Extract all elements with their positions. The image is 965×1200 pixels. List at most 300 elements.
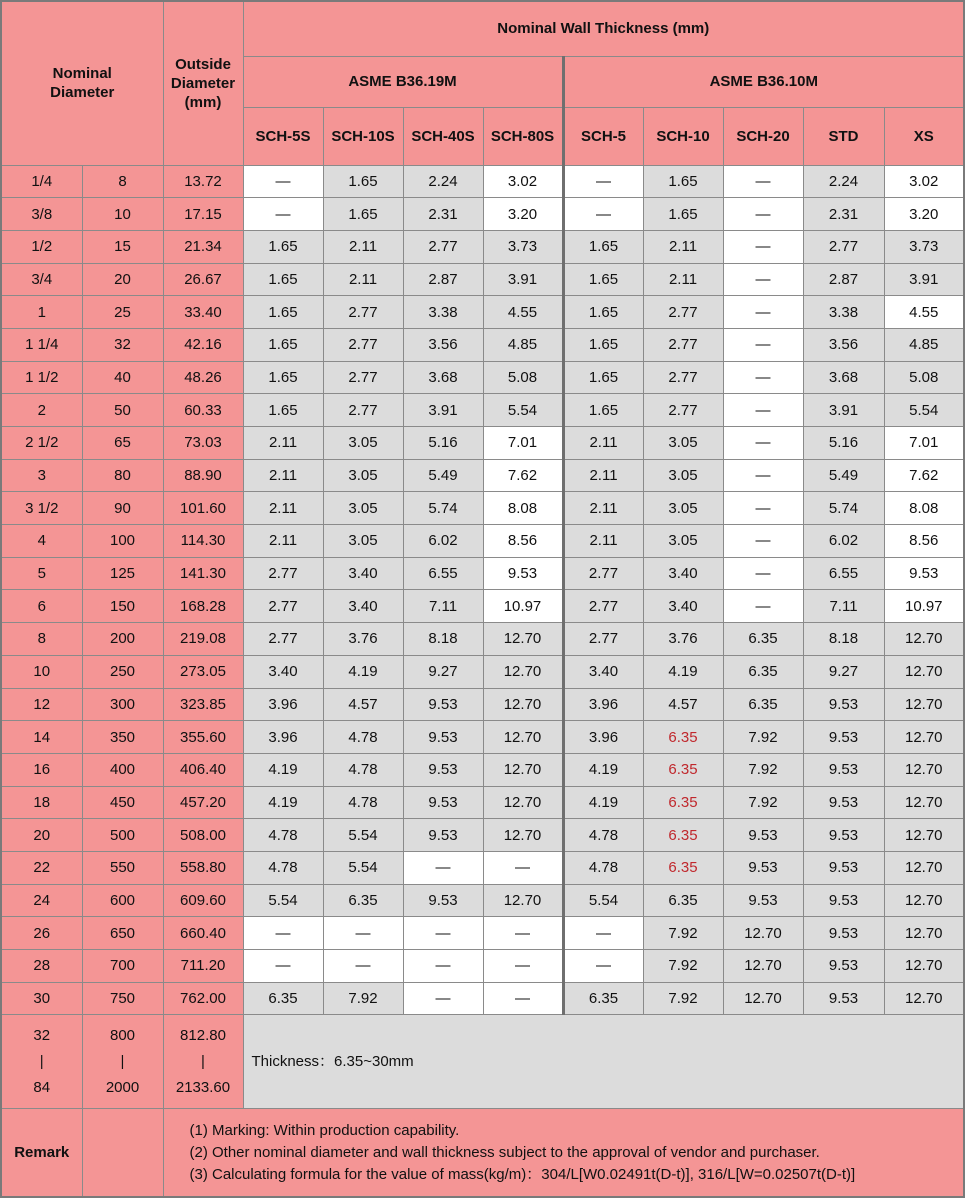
thickness-cell: 3.73 — [884, 230, 964, 263]
thickness-cell: 7.62 — [884, 459, 964, 492]
schedule-column-header: SCH-10 — [643, 107, 723, 165]
schedule-column-header: SCH-5S — [243, 107, 323, 165]
thickness-cell: 7.62 — [483, 459, 563, 492]
nps-from: 32 — [33, 1026, 51, 1044]
nps-cell: 1/4 — [1, 165, 82, 198]
dn-cell: 15 — [82, 230, 163, 263]
thickness-cell: 2.77 — [563, 590, 643, 623]
thickness-cell: 8.08 — [884, 492, 964, 525]
od-cell: 26.67 — [163, 263, 243, 296]
thickness-cell: 5.54 — [323, 851, 403, 884]
thickness-cell: 8.08 — [483, 492, 563, 525]
remark-row — [1, 1109, 964, 1197]
thickness-cell: 3.05 — [643, 492, 723, 525]
thickness-cell: 1.65 — [563, 263, 643, 296]
thickness-cell: 9.53 — [403, 753, 483, 786]
nps-range-cell — [1, 1015, 82, 1109]
thickness-cell: 3.56 — [403, 328, 483, 361]
table-row — [1, 165, 964, 198]
thickness-cell: 5.08 — [884, 361, 964, 394]
dn-cell: 750 — [82, 982, 163, 1015]
thickness-cell: 12.70 — [884, 851, 964, 884]
od-to: 2133.60 — [175, 1078, 231, 1096]
thickness-cell: 7.11 — [803, 590, 884, 623]
thickness-cell: 3.40 — [323, 590, 403, 623]
thickness-cell: 3.91 — [403, 394, 483, 427]
dn-cell: 32 — [82, 328, 163, 361]
nps-cell: 1/2 — [1, 230, 82, 263]
thickness-cell: 2.11 — [243, 427, 323, 460]
thickness-cell: 12.70 — [884, 753, 964, 786]
thickness-cell: 7.92 — [643, 982, 723, 1015]
thickness-cell: — — [723, 361, 803, 394]
thickness-cell: 2.77 — [643, 394, 723, 427]
table-row — [1, 296, 964, 329]
nps-cell: 6 — [1, 590, 82, 623]
schedule-column-header: XS — [884, 107, 964, 165]
thickness-cell: 1.65 — [243, 263, 323, 296]
table-row — [1, 623, 964, 656]
thickness-cell: 9.53 — [803, 982, 884, 1015]
thickness-cell: — — [723, 427, 803, 460]
table-row — [1, 492, 964, 525]
thickness-cell: 9.53 — [723, 819, 803, 852]
thickness-cell: 3.02 — [884, 165, 964, 198]
thickness-cell: 2.77 — [243, 590, 323, 623]
thickness-cell: 2.77 — [563, 623, 643, 656]
od-cell: 13.72 — [163, 165, 243, 198]
thickness-cell: 1.65 — [563, 230, 643, 263]
thickness-cell: 5.49 — [803, 459, 884, 492]
od-from: 812.80 — [180, 1026, 226, 1044]
thickness-cell: 1.65 — [563, 296, 643, 329]
od-cell: 48.26 — [163, 361, 243, 394]
thickness-cell: 3.38 — [803, 296, 884, 329]
table-row — [1, 557, 964, 590]
thickness-cell: 6.35 — [723, 623, 803, 656]
thickness-cell: 1.65 — [323, 198, 403, 231]
thickness-cell: 7.92 — [323, 982, 403, 1015]
nps-cell: 3 1/2 — [1, 492, 82, 525]
od-cell: 21.34 — [163, 230, 243, 263]
outside-diameter-header: Outside Diameter (mm) — [163, 1, 243, 165]
od-cell: 323.85 — [163, 688, 243, 721]
table-row — [1, 819, 964, 852]
nominal-wall-thickness-header: Nominal Wall Thickness (mm) — [243, 1, 964, 56]
thickness-cell: 2.77 — [643, 296, 723, 329]
dn-cell: 500 — [82, 819, 163, 852]
thickness-cell: 9.53 — [884, 557, 964, 590]
od-cell: 609.60 — [163, 884, 243, 917]
thickness-cell: — — [243, 165, 323, 198]
thickness-cell: 12.70 — [884, 917, 964, 950]
thickness-cell: 3.05 — [323, 427, 403, 460]
dn-cell: 700 — [82, 950, 163, 983]
thickness-cell: 3.96 — [563, 688, 643, 721]
thickness-cell: — — [723, 394, 803, 427]
od-cell: 457.20 — [163, 786, 243, 819]
remark-line: (1) Marking: Within production capability. — [189, 1121, 460, 1139]
od-cell: 114.30 — [163, 525, 243, 558]
thickness-cell: 4.57 — [643, 688, 723, 721]
thickness-cell: 2.77 — [563, 557, 643, 590]
thickness-cell: 9.53 — [403, 819, 483, 852]
od-cell: 711.20 — [163, 950, 243, 983]
thickness-cell: 3.05 — [323, 525, 403, 558]
thickness-cell: 6.35 — [643, 753, 723, 786]
dn-cell: 250 — [82, 655, 163, 688]
thickness-cell: 4.85 — [884, 328, 964, 361]
thickness-cell: 3.40 — [643, 557, 723, 590]
thickness-cell: 12.70 — [884, 982, 964, 1015]
thickness-cell: 12.70 — [483, 655, 563, 688]
nps-cell: 1 — [1, 296, 82, 329]
thickness-cell: 2.11 — [563, 459, 643, 492]
thickness-cell: 12.70 — [483, 623, 563, 656]
thickness-cell: 2.77 — [643, 361, 723, 394]
dn-cell: 350 — [82, 721, 163, 754]
thickness-cell: 7.92 — [723, 753, 803, 786]
thickness-cell: — — [723, 263, 803, 296]
thickness-cell: 2.77 — [643, 328, 723, 361]
thickness-cell: 12.70 — [483, 688, 563, 721]
thickness-cell: — — [563, 198, 643, 231]
thickness-cell: 3.96 — [243, 688, 323, 721]
thickness-cell: 2.77 — [323, 361, 403, 394]
thickness-cell: 3.38 — [403, 296, 483, 329]
thickness-cell: 7.01 — [483, 427, 563, 460]
table-row — [1, 525, 964, 558]
thickness-cell: 12.70 — [884, 884, 964, 917]
thickness-cell: 10.97 — [483, 590, 563, 623]
dn-cell: 600 — [82, 884, 163, 917]
schedule-column-header: SCH-10S — [323, 107, 403, 165]
thickness-cell: 12.70 — [884, 786, 964, 819]
thickness-cell: 3.73 — [483, 230, 563, 263]
nps-cell: 3/8 — [1, 198, 82, 231]
large-diameter-row — [1, 1015, 964, 1109]
od-cell: 219.08 — [163, 623, 243, 656]
thickness-cell: 3.40 — [563, 655, 643, 688]
remark-line: (3) Calculating formula for the value of mass(kg/m)：304/L[W0.02491t(D-t)], 316/L[W=0.02507t(D-t)] — [189, 1165, 856, 1183]
table-row — [1, 884, 964, 917]
thickness-cell: 1.65 — [643, 198, 723, 231]
thickness-cell: 2.24 — [803, 165, 884, 198]
thickness-cell: 5.74 — [403, 492, 483, 525]
thickness-cell: 5.54 — [243, 884, 323, 917]
thickness-cell: 4.55 — [483, 296, 563, 329]
remark-text — [163, 1109, 964, 1197]
nps-cell: 1 1/4 — [1, 328, 82, 361]
thickness-cell: 2.11 — [243, 459, 323, 492]
dn-cell: 50 — [82, 394, 163, 427]
table-row — [1, 198, 964, 231]
schedule-column-header: SCH-5 — [563, 107, 643, 165]
table-row — [1, 230, 964, 263]
thickness-cell: 9.53 — [403, 884, 483, 917]
thickness-cell: 12.70 — [723, 982, 803, 1015]
thickness-cell: 3.68 — [403, 361, 483, 394]
thickness-cell: 3.05 — [323, 459, 403, 492]
thickness-cell: 5.08 — [483, 361, 563, 394]
od-cell: 168.28 — [163, 590, 243, 623]
table-row — [1, 950, 964, 983]
thickness-cell: 6.35 — [643, 721, 723, 754]
thickness-cell: 4.85 — [483, 328, 563, 361]
thickness-cell: 6.02 — [803, 525, 884, 558]
thickness-cell: 4.19 — [323, 655, 403, 688]
thickness-cell: — — [403, 851, 483, 884]
thickness-cell: 2.77 — [243, 623, 323, 656]
thickness-cell: 1.65 — [563, 328, 643, 361]
thickness-cell: — — [403, 950, 483, 983]
thickness-cell: 6.55 — [403, 557, 483, 590]
od-cell: 508.00 — [163, 819, 243, 852]
od-cell: 42.16 — [163, 328, 243, 361]
thickness-cell: 8.56 — [483, 525, 563, 558]
thickness-cell: 4.19 — [563, 753, 643, 786]
thickness-cell: 7.01 — [884, 427, 964, 460]
thickness-cell: 6.55 — [803, 557, 884, 590]
thickness-cell: 4.78 — [243, 819, 323, 852]
thickness-cell: 2.11 — [563, 525, 643, 558]
thickness-cell: 1.65 — [243, 361, 323, 394]
thickness-cell: 2.11 — [243, 525, 323, 558]
thickness-cell: — — [483, 851, 563, 884]
thickness-cell: 8.18 — [403, 623, 483, 656]
thickness-cell: — — [323, 917, 403, 950]
thickness-cell: 4.78 — [323, 721, 403, 754]
dn-cell: 100 — [82, 525, 163, 558]
thickness-cell: — — [723, 328, 803, 361]
table-row — [1, 753, 964, 786]
thickness-cell: — — [723, 590, 803, 623]
od-cell: 101.60 — [163, 492, 243, 525]
thickness-cell: 6.35 — [643, 884, 723, 917]
table-row — [1, 721, 964, 754]
nps-cell: 4 — [1, 525, 82, 558]
thickness-cell: 2.77 — [243, 557, 323, 590]
thickness-cell: 1.65 — [243, 328, 323, 361]
nps-cell: 10 — [1, 655, 82, 688]
od-cell: 17.15 — [163, 198, 243, 231]
nps-cell: 30 — [1, 982, 82, 1015]
od-cell: 762.00 — [163, 982, 243, 1015]
nps-cell: 3 — [1, 459, 82, 492]
schedule-column-header: STD — [803, 107, 884, 165]
thickness-cell: 12.70 — [723, 917, 803, 950]
thickness-cell: — — [723, 459, 803, 492]
thickness-cell: 6.35 — [643, 786, 723, 819]
schedule-column-header: SCH-80S — [483, 107, 563, 165]
thickness-cell: 2.11 — [643, 230, 723, 263]
thickness-cell: — — [563, 950, 643, 983]
thickness-cell: 5.54 — [884, 394, 964, 427]
thickness-cell: 3.02 — [483, 165, 563, 198]
thickness-cell: 4.19 — [243, 786, 323, 819]
dn-cell: 40 — [82, 361, 163, 394]
table-row — [1, 263, 964, 296]
od-cell: 141.30 — [163, 557, 243, 590]
thickness-cell: 9.53 — [803, 950, 884, 983]
nps-cell: 3/4 — [1, 263, 82, 296]
thickness-cell: 12.70 — [483, 884, 563, 917]
thickness-cell: 6.35 — [323, 884, 403, 917]
dn-cell: 300 — [82, 688, 163, 721]
thickness-cell: 2.77 — [403, 230, 483, 263]
thickness-cell: 8.56 — [884, 525, 964, 558]
thickness-cell: — — [723, 165, 803, 198]
thickness-cell: 5.16 — [803, 427, 884, 460]
thickness-cell: 8.18 — [803, 623, 884, 656]
thickness-cell: 3.05 — [643, 427, 723, 460]
table-row — [1, 361, 964, 394]
thickness-cell: 9.53 — [723, 884, 803, 917]
thickness-cell: 3.05 — [323, 492, 403, 525]
thickness-cell: 9.53 — [803, 786, 884, 819]
thickness-cell: — — [403, 917, 483, 950]
thickness-cell: 3.56 — [803, 328, 884, 361]
thickness-cell: — — [563, 917, 643, 950]
thickness-cell: 12.70 — [483, 753, 563, 786]
table-row — [1, 917, 964, 950]
table-row — [1, 328, 964, 361]
thickness-cell: 2.11 — [563, 427, 643, 460]
thickness-cell: 9.53 — [803, 721, 884, 754]
thickness-cell: 4.78 — [563, 819, 643, 852]
thickness-cell: 9.53 — [403, 786, 483, 819]
thickness-cell: 5.49 — [403, 459, 483, 492]
thickness-cell: 2.31 — [403, 198, 483, 231]
thickness-cell: 7.11 — [403, 590, 483, 623]
dn-cell: 650 — [82, 917, 163, 950]
thickness-cell: 6.35 — [723, 655, 803, 688]
table-row — [1, 590, 964, 623]
thickness-cell: — — [243, 950, 323, 983]
thickness-cell: 2.11 — [643, 263, 723, 296]
nps-cell: 12 — [1, 688, 82, 721]
table-row — [1, 394, 964, 427]
thickness-cell: 4.55 — [884, 296, 964, 329]
thickness-cell: 3.91 — [483, 263, 563, 296]
od-cell: 406.40 — [163, 753, 243, 786]
thickness-cell: 6.35 — [243, 982, 323, 1015]
thickness-cell: 6.35 — [643, 851, 723, 884]
dn-cell: 150 — [82, 590, 163, 623]
thickness-cell: 4.19 — [243, 753, 323, 786]
table-body — [1, 165, 964, 1015]
nps-separator: | — [39, 1052, 44, 1070]
thickness-cell: 3.05 — [643, 459, 723, 492]
thickness-cell: — — [323, 950, 403, 983]
thickness-cell: 6.35 — [563, 982, 643, 1015]
thickness-cell: 1.65 — [323, 165, 403, 198]
thickness-cell: 3.76 — [323, 623, 403, 656]
thickness-cell: 6.35 — [723, 688, 803, 721]
schedule-column-header: SCH-20 — [723, 107, 803, 165]
thickness-cell: 9.53 — [403, 688, 483, 721]
thickness-cell: — — [563, 165, 643, 198]
thickness-cell: — — [243, 198, 323, 231]
dn-cell: 125 — [82, 557, 163, 590]
thickness-cell: 5.16 — [403, 427, 483, 460]
thickness-cell: 1.65 — [563, 394, 643, 427]
remark-line: (2) Other nominal diameter and wall thickness subject to the approval of vendor and purchaser. — [189, 1143, 820, 1161]
thickness-cell: 1.65 — [243, 230, 323, 263]
dn-cell: 25 — [82, 296, 163, 329]
nps-cell: 16 — [1, 753, 82, 786]
thickness-cell: 9.53 — [803, 819, 884, 852]
nps-cell: 18 — [1, 786, 82, 819]
thickness-cell: 12.70 — [884, 721, 964, 754]
thickness-cell: 10.97 — [884, 590, 964, 623]
od-cell: 33.40 — [163, 296, 243, 329]
thickness-cell: 2.77 — [803, 230, 884, 263]
thickness-cell: 9.53 — [723, 851, 803, 884]
nps-cell: 8 — [1, 623, 82, 656]
thickness-cell: 3.40 — [323, 557, 403, 590]
thickness-cell: 5.54 — [483, 394, 563, 427]
dn-to: 2000 — [105, 1078, 140, 1096]
thickness-cell: 3.20 — [483, 198, 563, 231]
thickness-cell: 1.65 — [563, 361, 643, 394]
thickness-cell: 9.53 — [803, 753, 884, 786]
nps-cell: 28 — [1, 950, 82, 983]
nps-cell: 24 — [1, 884, 82, 917]
nps-cell: 26 — [1, 917, 82, 950]
thickness-cell: 6.02 — [403, 525, 483, 558]
od-cell: 73.03 — [163, 427, 243, 460]
thickness-cell: 12.70 — [483, 721, 563, 754]
dn-cell: 450 — [82, 786, 163, 819]
thickness-cell: 4.78 — [323, 753, 403, 786]
od-separator: | — [201, 1052, 205, 1070]
thickness-cell: 3.05 — [643, 525, 723, 558]
od-cell: 660.40 — [163, 917, 243, 950]
thickness-cell: 5.74 — [803, 492, 884, 525]
thickness-cell: 9.53 — [803, 688, 884, 721]
remark-label: Remark — [1, 1109, 82, 1197]
thickness-cell: 2.11 — [323, 263, 403, 296]
thickness-cell: 1.65 — [643, 165, 723, 198]
thickness-cell: 7.92 — [643, 917, 723, 950]
thickness-cell: — — [483, 950, 563, 983]
dn-cell: 8 — [82, 165, 163, 198]
thickness-cell: 9.53 — [403, 721, 483, 754]
thickness-cell: 3.96 — [243, 721, 323, 754]
thickness-cell: 2.11 — [323, 230, 403, 263]
nps-cell: 2 — [1, 394, 82, 427]
table-row — [1, 982, 964, 1015]
od-cell: 88.90 — [163, 459, 243, 492]
thickness-cell: 2.77 — [323, 296, 403, 329]
thickness-cell: 3.91 — [803, 394, 884, 427]
nps-cell: 2 1/2 — [1, 427, 82, 460]
nominal-diameter-header: Nominal Diameter — [1, 1, 163, 165]
thickness-cell: 9.53 — [483, 557, 563, 590]
thickness-cell: 2.77 — [323, 394, 403, 427]
thickness-cell: 5.54 — [563, 884, 643, 917]
thickness-cell: 1.65 — [243, 296, 323, 329]
standard-b36-19m-header: ASME B36.19M — [243, 56, 563, 107]
thickness-cell: 3.40 — [243, 655, 323, 688]
thickness-cell: — — [403, 982, 483, 1015]
nps-cell: 1 1/2 — [1, 361, 82, 394]
standard-b36-10m-header: ASME B36.10M — [563, 56, 964, 107]
thickness-cell: 2.11 — [563, 492, 643, 525]
thickness-cell: — — [723, 198, 803, 231]
thickness-cell: 7.92 — [643, 950, 723, 983]
